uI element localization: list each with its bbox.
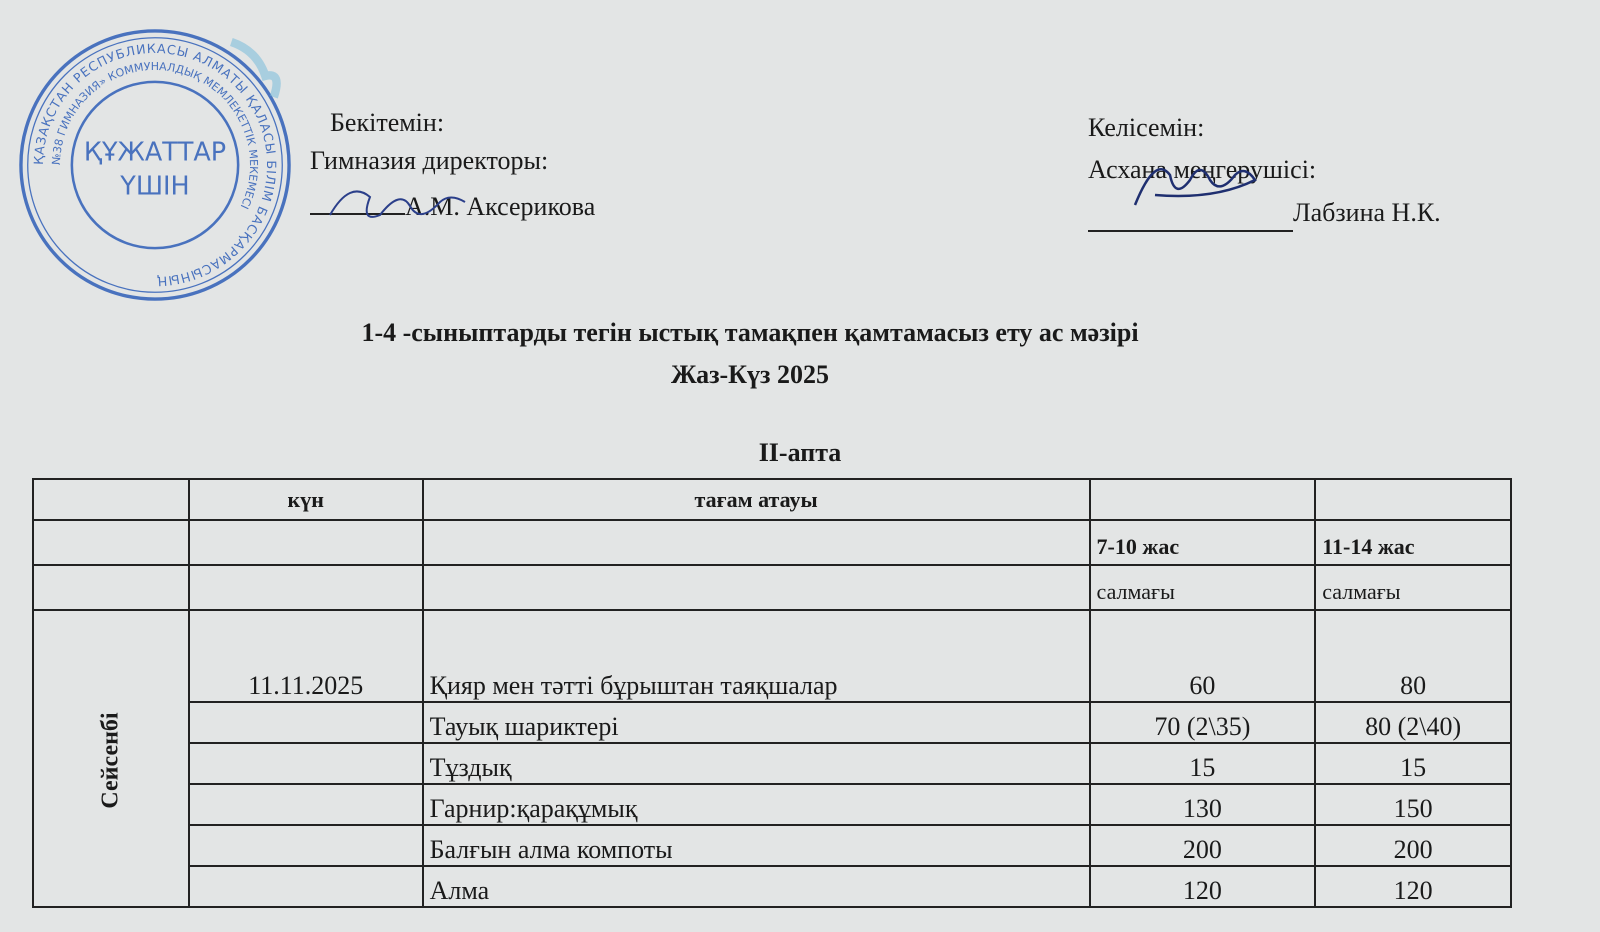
- weight-7-10: 200: [1090, 825, 1316, 866]
- weight-11-14: 200: [1315, 825, 1511, 866]
- header-weight-1: салмағы: [1090, 565, 1316, 610]
- menu-table: [32, 478, 1512, 908]
- weight-7-10: 130: [1090, 784, 1316, 825]
- agreement-name: Лабзина Н.К.: [1293, 198, 1441, 227]
- table-row: [33, 825, 1511, 866]
- weight-11-14: 80: [1315, 610, 1511, 702]
- weight-row: [33, 565, 1511, 610]
- approval-position: Гимназия директоры:: [310, 146, 549, 175]
- week-label: ІІ-апта: [758, 438, 842, 467]
- svg-text:№38 ГИМНАЗИЯ» КОММУНАЛДЫҚ МЕМЛ: №38 ГИМНАЗИЯ» КОММУНАЛДЫҚ МЕМЛЕКЕТТІК МЕКЕМЕСІ: [49, 59, 261, 212]
- agreement-position: Асхана меңгерушісі:: [1088, 155, 1317, 184]
- weight-7-10: 70 (2\35): [1090, 702, 1316, 743]
- header-weight-2: салмағы: [1315, 565, 1511, 610]
- svg-text:ҚАЗАҚСТАН РЕСПУБЛИКАСЫ АЛМАТЫ: ҚАЗАҚСТАН РЕСПУБЛИКАСЫ АЛМАТЫ ҚАЛАСЫ БІЛІМ БАСҚАРМАСЫНЫҢ: [30, 40, 280, 290]
- dish-name: Балғын алма компоты: [423, 825, 1090, 866]
- school-stamp: [15, 25, 295, 305]
- weight-11-14: 120: [1315, 866, 1511, 907]
- day-name: Сейсенбі: [97, 711, 124, 809]
- weight-7-10: 15: [1090, 743, 1316, 784]
- table-row: [33, 702, 1511, 743]
- header-dish: тағам атауы: [423, 479, 1090, 520]
- day-cell: [33, 610, 189, 907]
- dish-name: Тұздық: [423, 743, 1090, 784]
- approval-name: А.М. Аксерикова: [405, 192, 596, 221]
- weight-7-10: 120: [1090, 866, 1316, 907]
- header-day: күн: [189, 479, 423, 520]
- dish-name: Алма: [423, 866, 1090, 907]
- header-row: [33, 479, 1511, 520]
- dish-name: Қияр мен тәтті бұрыштан таяқшалар: [423, 610, 1090, 702]
- director-signature: [320, 170, 470, 230]
- agreement-label: Келісемін:: [1088, 113, 1205, 142]
- svg-text:ҮШІН: ҮШІН: [120, 171, 190, 202]
- table-row: [33, 784, 1511, 825]
- approval-label: Бекітемін:: [330, 108, 445, 137]
- menu-title: 1-4 -сыныптарды тегін ыстық тамақпен қамтамасыз ету ас мәзірі: [361, 318, 1139, 347]
- table-row: [33, 743, 1511, 784]
- table-row: [33, 866, 1511, 907]
- header-age-7-10: 7-10 жас: [1090, 520, 1316, 565]
- svg-text:ҚҰЖАТТАР: ҚҰЖАТТАР: [83, 137, 227, 168]
- weight-11-14: 15: [1315, 743, 1511, 784]
- canteen-signature: [1130, 150, 1260, 220]
- age-row: [33, 520, 1511, 565]
- weight-11-14: 150: [1315, 784, 1511, 825]
- dish-name: Гарнир:қарақұмық: [423, 784, 1090, 825]
- weight-7-10: 60: [1090, 610, 1316, 702]
- date-cell: 11.11.2025: [189, 610, 423, 702]
- weight-11-14: 80 (2\40): [1315, 702, 1511, 743]
- header-age-11-14: 11-14 жас: [1315, 520, 1511, 565]
- agreement-signature-line: [1088, 230, 1293, 232]
- table-row: [33, 610, 1511, 702]
- season: Жаз-Күз 2025: [671, 360, 829, 389]
- dish-name: Тауық шариктері: [423, 702, 1090, 743]
